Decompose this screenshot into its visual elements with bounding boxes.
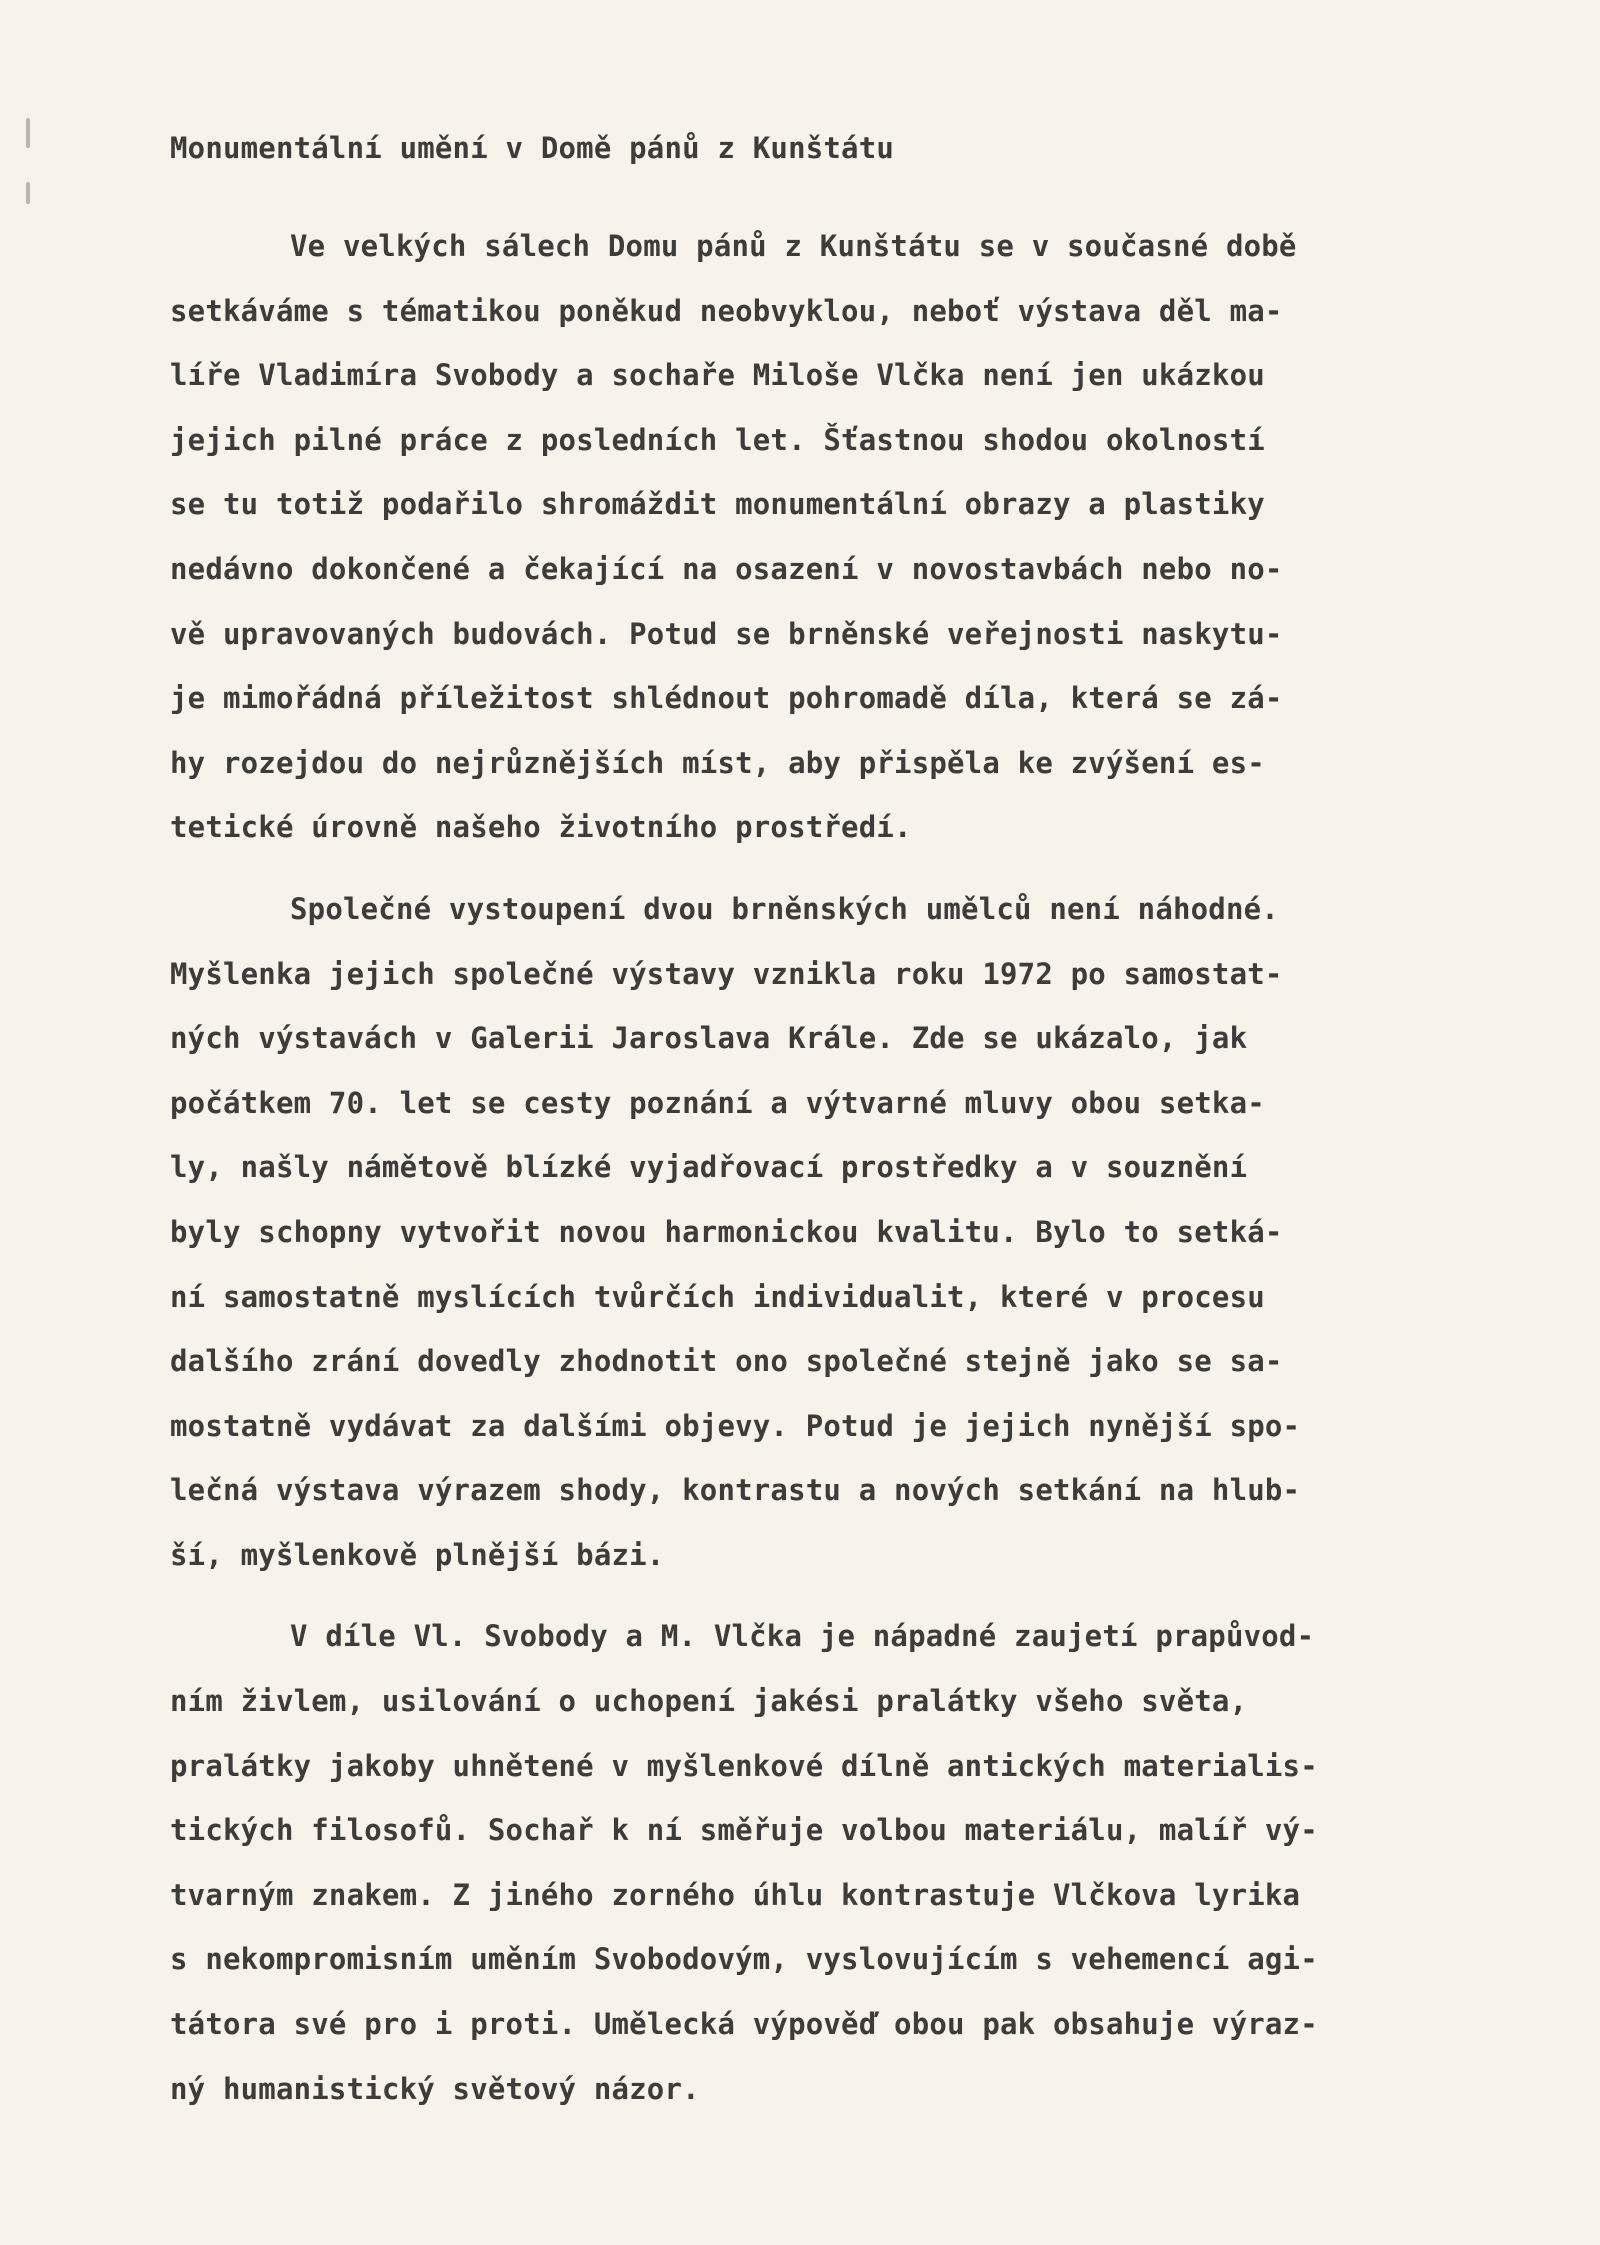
text-line: Společné vystoupení dvou brněnských umělců není náhodné. <box>290 891 1279 926</box>
document-title: Monumentální umění v Domě pánů z Kunštátu <box>170 131 895 165</box>
text-line: ním živlem, usilování o uchopení jakési pralátky všeho světa, <box>170 1684 1248 1719</box>
text-line: V díle Vl. Svobody a M. Vlčka je nápadné zaujetí prapůvod- <box>290 1619 1315 1654</box>
margin-pencil-mark <box>26 118 30 148</box>
text-line: lečná výstava výrazem shody, kontrastu a nových setkání na hlub- <box>170 1473 1301 1508</box>
text-line: ný humanistický světový názor. <box>170 2071 700 2106</box>
text-line: hy rozejdou do nejrůznějších míst, aby přispěla ke zvýšení es- <box>170 745 1265 780</box>
text-line: ly, našly námětově blízké vyjadřovací prostředky a v souznění <box>170 1150 1248 1185</box>
text-line: dalšího zrání dovedly zhodnotit ono společné stejně jako se sa- <box>170 1344 1283 1379</box>
text-line: ných výstavách v Galerii Jaroslava Krále. Zde se ukázalo, jak <box>170 1021 1248 1056</box>
paragraph-1 <box>170 214 1460 860</box>
text-line: s nekompromisním uměním Svobodovým, vyslovujícím s vehemencí agi- <box>170 1942 1318 1977</box>
text-line: setkáváme s tématikou poněkud neobvyklou, neboť výstava děl ma- <box>170 293 1283 328</box>
text-line: nedávno dokončené a čekající na osazení v novostavbách nebo no- <box>170 551 1283 586</box>
text-line: tických filosofů. Sochař k ní směřuje volbou materiálu, malíř vý- <box>170 1813 1318 1848</box>
text-line: mostatně vydávat za dalšími objevy. Potud je jejich nynější spo- <box>170 1408 1301 1443</box>
document-body <box>170 128 1460 2138</box>
paragraph-3 <box>170 1604 1460 2121</box>
text-line: tetické úrovně našeho životního prostředí. <box>170 810 912 845</box>
text-line: byly schopny vytvořit novou harmonickou kvalitu. Bylo to setká- <box>170 1214 1283 1249</box>
text-line: vě upravovaných budovách. Potud se brněnské veřejnosti naskytu- <box>170 616 1283 651</box>
text-line: se tu totiž podařilo shromáždit monumentální obrazy a plastiky <box>170 487 1265 522</box>
text-line: líře Vladimíra Svobody a sochaře Miloše Vlčka není jen ukázkou <box>170 358 1265 393</box>
text-line: pralátky jakoby uhnětené v myšlenkové dílně antických materialis- <box>170 1748 1318 1783</box>
paragraph-2 <box>170 877 1460 1588</box>
text-line: ší, myšlenkově plnější bázi. <box>170 1537 665 1572</box>
text-line: Myšlenka jejich společné výstavy vznikla roku 1972 po samostat- <box>170 956 1283 991</box>
text-line: je mimořádná příležitost shlédnout pohromadě díla, která se zá- <box>170 681 1283 716</box>
text-line: jejich pilné práce z posledních let. Šťastnou shodou okolností <box>170 422 1265 457</box>
text-line: počátkem 70. let se cesty poznání a výtvarné mluvy obou setka- <box>170 1085 1265 1120</box>
text-line: Ve velkých sálech Domu pánů z Kunštátu se v současné době <box>290 229 1297 263</box>
text-line: tátora své pro i proti. Umělecká výpověď obou pak obsahuje výraz- <box>170 2007 1318 2042</box>
text-line: ní samostatně myslících tvůrčích individualit, které v procesu <box>170 1279 1265 1314</box>
text-line: tvarným znakem. Z jiného zorného úhlu kontrastuje Vlčkova lyrika <box>170 1877 1301 1912</box>
margin-pencil-mark <box>26 182 30 204</box>
